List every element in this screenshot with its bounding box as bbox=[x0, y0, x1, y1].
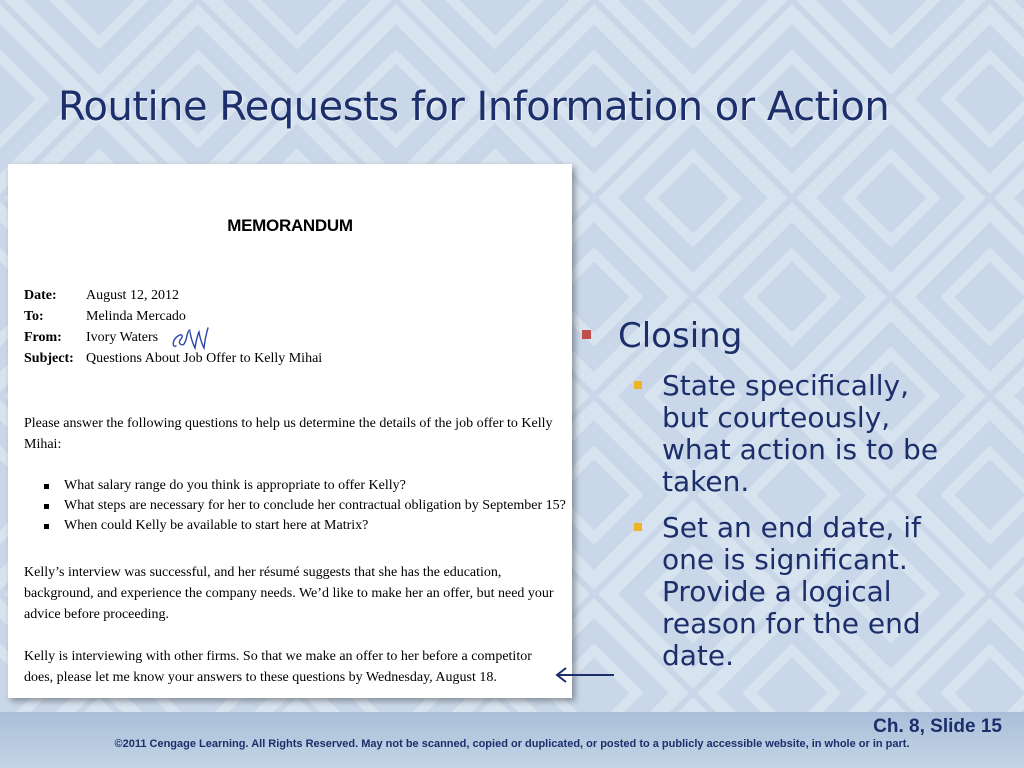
list-item: What steps are necessary for her to conclude her contractual obligation by September 15? bbox=[42, 496, 572, 516]
copyright-notice: ©2011 Cengage Learning. All Rights Reserved. May not be scanned, copied or duplicated, or posted to a publicly accessible website, in whole or in part. bbox=[114, 738, 910, 750]
bullet-icon bbox=[44, 484, 49, 489]
closing-heading: Closing bbox=[618, 316, 743, 356]
memo-document bbox=[8, 164, 572, 698]
closing-point-text: State specifically, but courteously, what action is to be taken. bbox=[662, 369, 939, 498]
closing-section bbox=[580, 316, 1000, 672]
list-item: When could Kelly be available to start here at Matrix? bbox=[42, 516, 572, 536]
memo-subject-label: Subject: bbox=[24, 351, 74, 366]
memo-question-list bbox=[42, 476, 572, 536]
memo-to-value: Melinda Mercado bbox=[86, 309, 186, 324]
handwritten-initials-icon bbox=[170, 324, 210, 352]
closing-point-text: Set an end date, if one is significant. Provide a logical reason for the end date. bbox=[662, 511, 921, 672]
memo-from-value: Ivory Waters bbox=[86, 330, 159, 345]
memo-date-value: August 12, 2012 bbox=[86, 288, 179, 303]
memo-to-label: To: bbox=[24, 309, 44, 324]
closing-heading-item bbox=[580, 316, 1000, 356]
memo-from-label: From: bbox=[24, 330, 62, 345]
closing-point-1 bbox=[618, 370, 962, 498]
memo-subject-value: Questions About Job Offer to Kelly Mihai bbox=[86, 351, 323, 366]
list-item: What salary range do you think is appropriate to offer Kelly? bbox=[42, 476, 572, 496]
memo-intro: Please answer the following questions to help us determine the details of the job offer to Kelly Mihai: bbox=[24, 416, 553, 452]
slide-number: Ch. 8, Slide 15 bbox=[873, 716, 1002, 737]
square-bullet-icon bbox=[634, 523, 642, 531]
bullet-icon bbox=[44, 524, 49, 529]
bullet-icon bbox=[44, 504, 49, 509]
square-bullet-icon bbox=[634, 381, 642, 389]
slide-title: Routine Requests for Information or Action bbox=[58, 84, 890, 130]
square-bullet-icon bbox=[582, 330, 591, 339]
memo-paragraph-3: Kelly is interviewing with other firms. So that we make an offer to her before a competitor does, please let me know your answers to these questions by Wednesday, August 18. bbox=[24, 649, 532, 685]
memo-date-label: Date: bbox=[24, 288, 57, 303]
memo-heading: MEMORANDUM bbox=[227, 216, 353, 235]
memo-paragraph-2: Kelly’s interview was successful, and her résumé suggests that she has the education, background, and experience the company needs. We’d like to make her an offer, but need your advice before proceeding. bbox=[24, 565, 554, 622]
closing-point-2 bbox=[618, 512, 962, 672]
